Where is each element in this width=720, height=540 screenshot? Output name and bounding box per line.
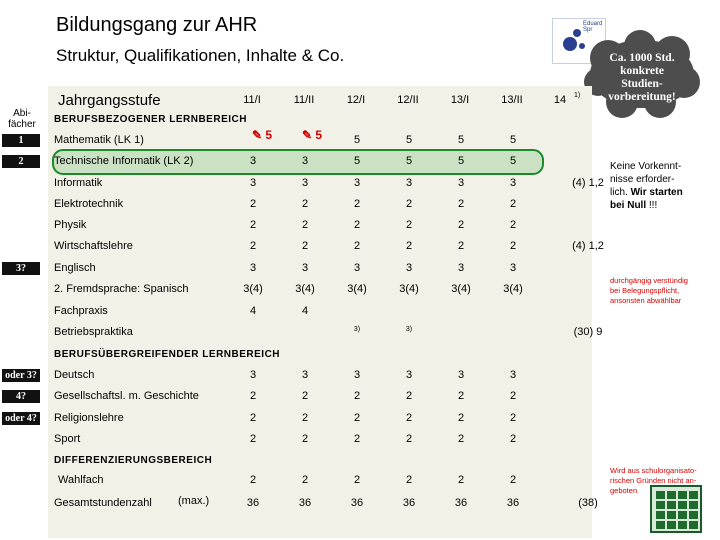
- cell: 3: [249, 369, 257, 381]
- abi-badge: 3?: [2, 262, 40, 275]
- grid-icon: [650, 485, 702, 533]
- cell: 5: [405, 155, 413, 167]
- cell: 2: [509, 433, 517, 445]
- cell: 2: [509, 390, 517, 402]
- subject-label: Fachpraxis: [54, 305, 108, 317]
- cell: 3: [353, 262, 361, 274]
- cell: 36: [506, 497, 520, 509]
- table-row: [48, 177, 604, 195]
- cell: 5: [353, 155, 361, 167]
- cell: 2: [405, 198, 413, 210]
- cell: 2: [405, 390, 413, 402]
- subject-label: 2. Fremdsprache: Spanisch: [54, 283, 189, 295]
- note-schulorganisatorisch: Wird aus schulorganisato- rischen Gründen nicht an- geboten: [610, 466, 697, 495]
- pen-mark: ✎ 5: [302, 128, 323, 142]
- cell: 3(4): [295, 283, 315, 295]
- cell: 3: [509, 177, 517, 189]
- cell: 2: [457, 240, 465, 252]
- cell: 2: [457, 219, 465, 231]
- cell: 3(4): [451, 283, 471, 295]
- table-row: [48, 474, 592, 492]
- subject-label: Elektrotechnik: [54, 198, 124, 210]
- cell: 2: [301, 390, 309, 402]
- cell: 2: [301, 240, 309, 252]
- cell: 3: [405, 369, 413, 381]
- cell-extra: (30) 9: [573, 326, 603, 338]
- cell: 3: [301, 262, 309, 274]
- cell: 2: [301, 433, 309, 445]
- cell: 2: [353, 433, 361, 445]
- cell: 36: [454, 497, 468, 509]
- cell: 2: [405, 412, 413, 424]
- cell: 2: [509, 240, 517, 252]
- abi-faecher-label: Abi- fächer: [8, 108, 36, 130]
- page-subtitle: Struktur, Qualifikationen, Inhalte & Co.: [56, 46, 345, 65]
- cell: 3: [249, 155, 257, 167]
- subject-label: Englisch: [54, 262, 96, 274]
- table-row: [5, 412, 592, 430]
- cell: 3: [301, 177, 309, 189]
- cell: 2: [405, 474, 413, 486]
- subject-label: Religionslehre: [54, 412, 124, 424]
- cell: 3: [457, 177, 465, 189]
- cell: 3: [249, 262, 257, 274]
- col-header: 13/II: [501, 94, 523, 106]
- cell: 5: [405, 134, 413, 146]
- subject-label: Wirtschaftslehre: [54, 240, 133, 252]
- page-title: Bildungsgang zur AHR: [56, 14, 258, 36]
- abi-badge: oder 3?: [2, 369, 40, 382]
- cell: 2: [509, 198, 517, 210]
- col-header: 11/I: [243, 94, 261, 106]
- cell: 2: [405, 240, 413, 252]
- cell: 3: [353, 369, 361, 381]
- cell: 2: [353, 474, 361, 486]
- abi-badge: 2: [2, 155, 40, 168]
- subject-label: Deutsch: [54, 369, 95, 381]
- cell: 2: [249, 433, 257, 445]
- cell: 2: [457, 474, 465, 486]
- cell: 5: [509, 134, 517, 146]
- cell: 4: [249, 305, 257, 317]
- cell: 2: [301, 474, 309, 486]
- table-row: [16, 262, 592, 280]
- cell-extra: (4) 1,2: [572, 177, 604, 189]
- cell: 2: [249, 219, 257, 231]
- cloud-line: Ca. 1000 Std.: [609, 52, 675, 64]
- cell: 2: [353, 240, 361, 252]
- cell: 2: [457, 198, 465, 210]
- subject-label: Sport: [54, 433, 81, 445]
- section-differenzierung: DIFFERENZIERUNGSBEREICH: [54, 455, 213, 466]
- cell: 2: [509, 412, 517, 424]
- note-durchgaengig: durchgängig verstündig bei Belegungspflicht, ansonsten abwählbar: [610, 276, 688, 305]
- gesamt-max: (max.): [178, 495, 210, 507]
- cell: 3: [301, 155, 309, 167]
- table-row: [48, 433, 592, 451]
- cell: 3: [405, 177, 413, 189]
- wahlfach-label: Wahlfach: [58, 474, 104, 486]
- subject-label: Informatik: [54, 177, 103, 189]
- cell: 2: [457, 433, 465, 445]
- cell: 3(4): [243, 283, 263, 295]
- cell: 3: [405, 262, 413, 274]
- cell: 2: [405, 219, 413, 231]
- table-row: [48, 305, 592, 323]
- col-header: 12/I: [346, 94, 366, 106]
- table-row: [5, 369, 592, 387]
- cell: 2: [249, 474, 257, 486]
- table-row: [48, 240, 604, 258]
- cell: 2: [249, 412, 257, 424]
- abi-badge: 1: [2, 134, 40, 147]
- cell: 3(4): [503, 283, 523, 295]
- cell: 3(4): [347, 283, 367, 295]
- subject-label: Technische Informatik (LK 2): [54, 155, 194, 167]
- cell: 4: [301, 305, 309, 317]
- cell: 2: [249, 390, 257, 402]
- col-header: 11/II: [293, 94, 315, 106]
- logo-text: Eduard Spr: [583, 21, 603, 33]
- cell: 3): [405, 326, 413, 333]
- subject-label: Physik: [54, 219, 87, 231]
- col-footnote: 1): [574, 92, 581, 99]
- cell: 2: [457, 390, 465, 402]
- cell: 2: [301, 219, 309, 231]
- cloud-line: konkrete: [620, 65, 664, 77]
- cell: 2: [301, 198, 309, 210]
- cell-extra: (38): [578, 497, 598, 509]
- table-row: [48, 283, 592, 301]
- cell: 3: [509, 262, 517, 274]
- cell: 2: [353, 219, 361, 231]
- jahrgangsstufe-label: Jahrgangsstufe: [58, 92, 161, 109]
- section-berufsbezogen: BERUFSBEZOGENER LERNBEREICH: [54, 114, 247, 125]
- cell-extra: (4) 1,2: [572, 240, 604, 252]
- cell: 3: [249, 177, 257, 189]
- cloud-line: Studien-: [621, 78, 663, 90]
- table-row: [48, 495, 598, 515]
- cell: 2: [301, 412, 309, 424]
- table-row: [48, 326, 603, 344]
- abi-badge: oder 4?: [2, 412, 40, 425]
- pen-mark: ✎ 5: [252, 128, 273, 142]
- cell: 3: [457, 369, 465, 381]
- col-header: 14: [553, 94, 567, 106]
- cell: 5: [457, 134, 465, 146]
- cell: 2: [249, 198, 257, 210]
- table-row: [48, 219, 592, 237]
- cell: 5: [509, 155, 517, 167]
- cell: 2: [353, 412, 361, 424]
- cell: 3: [457, 262, 465, 274]
- cell: 2: [509, 219, 517, 231]
- cell: 36: [298, 497, 312, 509]
- speech-cloud: [582, 30, 702, 118]
- note-vorkenntnisse: Keine Vorkennt- nisse erforder- lich. Wir starten bei Null !!!: [610, 161, 683, 211]
- cell: 2: [353, 198, 361, 210]
- table-row: [16, 390, 592, 408]
- abi-badge: 4?: [2, 390, 40, 403]
- cell: 3: [353, 177, 361, 189]
- cell: 5: [353, 134, 361, 146]
- cell: 3: [509, 369, 517, 381]
- cell: 36: [402, 497, 416, 509]
- subject-label: Gesellschaftsl. m. Geschichte: [54, 390, 199, 402]
- col-header: 13/I: [450, 94, 470, 106]
- section-berufsuebergreifend: BERUFSÜBERGREIFENDER LERNBEREICH: [54, 349, 281, 360]
- table-row: [48, 198, 592, 216]
- table-row: [18, 155, 592, 173]
- cell: 3(4): [399, 283, 419, 295]
- cell: 3): [353, 326, 361, 333]
- cell: 2: [405, 433, 413, 445]
- cell: 3: [301, 369, 309, 381]
- cell: 5: [457, 155, 465, 167]
- col-header: 12/II: [397, 94, 419, 106]
- cell: 2: [249, 240, 257, 252]
- subject-label: Betriebspraktika: [54, 326, 133, 338]
- cell: 2: [353, 390, 361, 402]
- gesamt-label: Gesamtstundenzahl: [54, 497, 152, 509]
- cell: 36: [350, 497, 364, 509]
- cell: 2: [457, 412, 465, 424]
- cell: 36: [246, 497, 260, 509]
- cell: 2: [509, 474, 517, 486]
- subject-label: Mathematik (LK 1): [54, 134, 144, 146]
- cloud-line: vorbereitung!: [608, 91, 676, 103]
